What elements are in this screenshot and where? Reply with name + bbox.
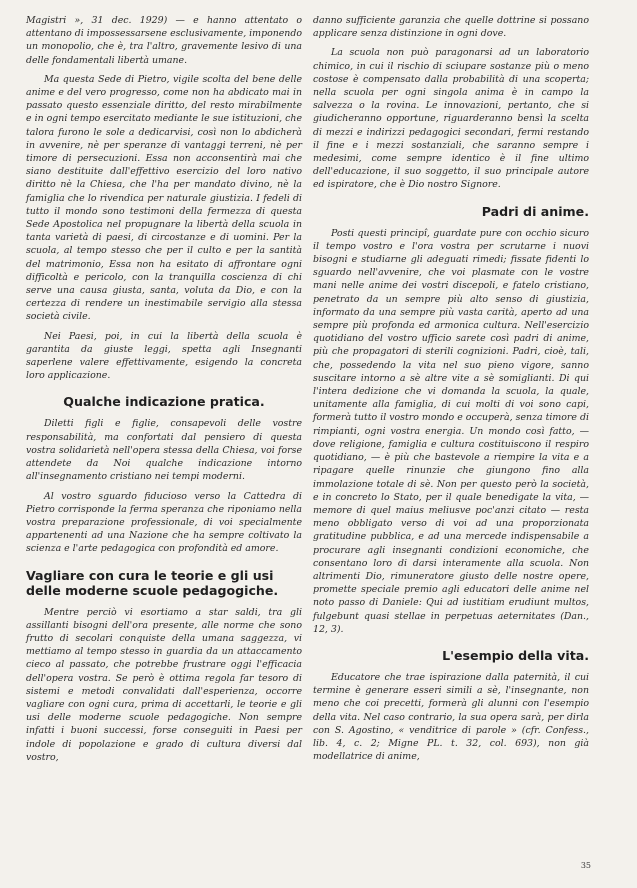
- page-number: 35: [580, 861, 591, 870]
- paragraph: Diletti figli e figlie, consapevoli delle vostre responsabilità, ma confortati dal pensiero di questa vostra solidarietà nell'opera stessa della Chiesa, voi forse attendete da Noi qualche indicazione intorno all'insegnamento cristiano nei tempi moderni.: [26, 418, 302, 483]
- paragraph: Ma questa Sede di Pietro, vigile scolta del bene delle anime e del vero progresso, come non ha abdicato mai in passato questo essenziale diritto, del resto mirabilmente e in ogni tempo esercitato mediante le sue istituzioni, che talora furono le sole a dedicarvisi, così non lo abdicherà in avvenire, nè per speranze di vantaggi terreni, nè per timore di persecuzioni. Essa non acconsentirà mai che siano destituite dall'effettivo esercizio del loro nativo diritto nè la Chiesa, che l'ha per mandato divino, nè la famiglia che lo rivendica per naturale giustizia. I fedeli di tutto il mondo sono testimoni della fermezza di questa Sede Apostolica nel propugnare la libertà della scuola in tanta varietà di paesi, di circostanze e di uomini. Per la scuola, al tempo stesso che per il culto e per la santità del matrimonio, Essa non ha esitato di affrontare ogni difficoltà e pericolo, con la tranquilla coscienza di chi serve una causa giusta, santa, voluta da Dio, e con la certezza di rendere un inestimabile servigio alla stessa società civile.: [26, 73, 302, 323]
- paragraph: Magistri », 31 dec. 1929) — e hanno attentato o attentano di impossessarsene esclusivamente, imponendo un monopolio, che è, tra l'altro, gravemente lesivo di una delle fondamentali libertà umane.: [26, 15, 302, 66]
- paragraph: La scuola non può paragonarsi ad un laboratorio chimico, in cui il rischio di sciupare sostanze più o meno costose è compensato dalla probabilità di una scoperta; nella scuola per ogni singola anima è in campo la salvezza o la rovina. Le innovazioni, pertanto, che si giudicheranno opportune, riguarderanno bensì la scelta di mezzi e indirizzi pedagogici secondari, fermi restando il fine e i mezzi sostanziali, che saranno sempre i medesimi, come sempre identico è il fine ultimo dell'educazione, il suo soggetto, il suo principale autore ed ispiratore, che è Dio nostro Signore.: [313, 47, 589, 191]
- paragraph: Posti questi principî, guardate pure con occhio sicuro il tempo vostro e l'ora vostra per scrutarne i nuovi bisogni e studiarne gli adeguati rimedi; fissate fidenti lo sguardo nell'avvenire, che voi plasmate con le vostre mani nelle anime dei vostri discepoli, e fatelo cristiano, penetrato da un sempre più alto senso di giustizia, informato da una sempre più vasta carità, aperto ad una sempre più profonda ed armonica cultura. Nell'esercizio quotidiano del vostro ufficio sarete così padri di anime, più che propagatori di sterili cognizioni. Padri, cioè, tali, che, possedendo la vita nel suo pieno vigore, sanno suscitare intorno a sè altre vite a sè somiglianti. Di qui l'intera dedizione che vi domanda la scuola, la quale, unitamente alla famiglia, di cui molti di voi sono capi, formerà tutto il vostro mondo e occuperà, senza timore di rimpianti, ogni vostra energia. Un mondo così fatto, — dove religione, famiglia e cultura costituiscono il respiro quotidiano, — è più che bastevole a riempire la vita e a ripagare quelle rinunzie che giungono fino alla immolazione totale di sè. Non per questo però la società, e in concreto lo Stato, per il quale benedigate la vita, — memore di quel maius meliusve poc'anzi citato — resta meno obbligato verso di voi ad una proporzionata gratitudine pubblica, e ad una mercede indispensabile a procurare agli insegnanti condizioni economiche, che consentano loro di darsi interamente alla scuola. Non altrimenti Dio, rimuneratore giusto delle nostre opere, promette speciale premio agli educatori delle anime nel noto passo di Daniele: Qui ad iustitiam erudiunt multos, fulgebunt quasi stellae in perpetuas aeternitates (Dan., 12, 3).: [313, 227, 589, 635]
- section-heading: Padri di anime.: [481, 203, 589, 219]
- section-heading: L'esempio della vita.: [442, 647, 589, 663]
- paragraph: Nei Paesi, poi, in cui la libertà della scuola è garantita da giuste leggi, spetta agli Insegnanti saperlene valere effettivamente, esigendo la concreta loro applicazione.: [26, 330, 302, 382]
- left-column: [26, 14, 302, 770]
- section-heading: Qualche indicazione pratica.: [63, 394, 265, 410]
- paragraph: Al vostro sguardo fiducioso verso la Cattedra di Pietro corrisponde la ferma speranza che riponiamo nella vostra preparazione professionale, di voi specialmente appartenenti ad una Nazione che ha sempre coltivato la scienza e l'arte pedagogica con profondità ed amore.: [26, 490, 302, 555]
- paragraph: Educatore che trae ispirazione dalla paternità, il cui termine è generare esseri simili a sè, l'insegnante, non meno che coi precetti, formerà gli alunni con l'esempio della vita. Nel caso contrario, la sua opera sarà, per dirla con S. Agostino, « venditrice di parole » (cfr. Confess., lib. 4, c. 2; Migne PL. t. 32, col. 693), non già modellatrice di anime,: [313, 671, 589, 763]
- right-column: [313, 14, 589, 769]
- section-heading: Vagliare con cura le teorie e gli usi delle moderne scuole pedagogiche.: [26, 567, 279, 598]
- paragraph: Mentre perciò vi esortiamo a star saldi, tra gli assillanti bisogni dell'ora presente, alle norme che sono frutto di secolari conquiste della umana saggezza, vi mettiamo al tempo stesso in guardia da un attaccamento cieco al passato, che potrebbe frustrare oggi l'efficacia dell'opera vostra. Se però è ottima regola far tesoro di sistemi e metodi convalidati dall'esperienza, occorre vagliare con ogni cura, prima di accettarli, le teorie e gli usi delle moderne scuole pedagogiche. Non sempre infatti i buoni successi, forse conseguiti in Paesi per indole di popolazione e grado di cultura diversi dal vostro,: [26, 606, 302, 763]
- paragraph: danno sufficiente garanzia che quelle dottrine si possano applicare senza distinzione in ogni dove.: [313, 15, 589, 40]
